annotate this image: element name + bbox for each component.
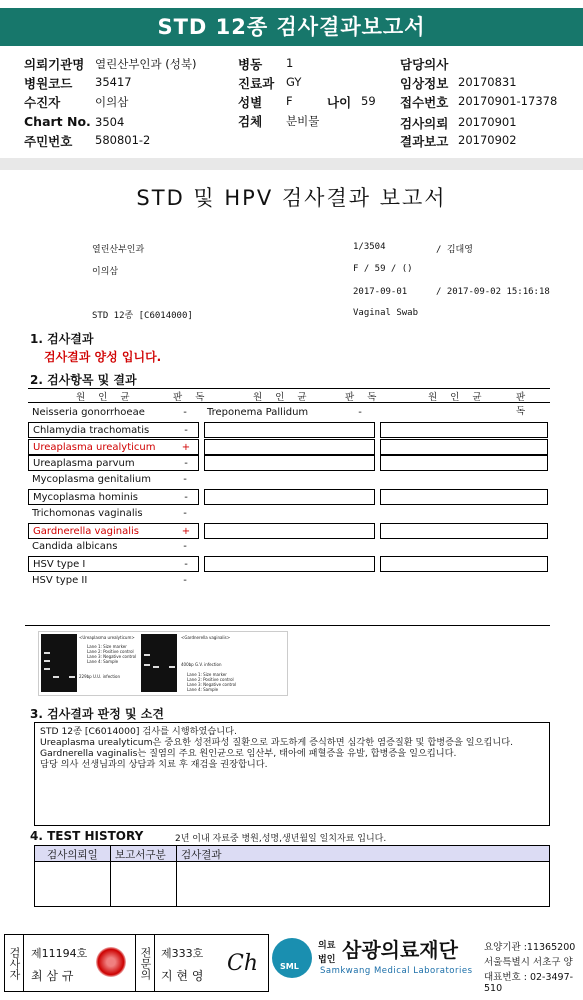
organism-name: Trichomonas vaginalis bbox=[32, 507, 143, 519]
gel-image bbox=[38, 631, 288, 696]
empty-result-cell bbox=[204, 439, 375, 455]
chart-value: 3504 bbox=[95, 115, 125, 129]
organism-row bbox=[28, 439, 199, 455]
gel-right-legend: Lane 2: Positive control bbox=[187, 677, 234, 682]
organism-result: - bbox=[183, 541, 187, 553]
org-phone: 대표번호 : 02-3497-510 bbox=[484, 972, 574, 994]
conclusion-line: Gardnerella vaginalis는 질염의 주요 원인균으로 임산부, 태아에 패혈증을 유발, 합병증을 일으킵니다. bbox=[40, 748, 457, 759]
col-org-2: 원 인 균 bbox=[253, 392, 312, 403]
print-test: STD 12종 [C6014000] bbox=[92, 311, 193, 321]
patient-label: 수진자 bbox=[24, 95, 61, 110]
clinical-label: 임상정보 bbox=[400, 76, 449, 91]
gel-left-legend: Lane 3: Negative control bbox=[87, 654, 137, 659]
empty-result-cell bbox=[380, 489, 548, 505]
band bbox=[144, 664, 150, 666]
history-col-result: 검사결과 bbox=[181, 849, 222, 861]
print-date2: / 2017-09-02 15:16:18 bbox=[436, 287, 550, 297]
organism-name: Mycoplasma genitalium bbox=[32, 474, 151, 486]
band bbox=[153, 666, 159, 668]
history-divider bbox=[110, 846, 111, 906]
id-value: 580801-2 bbox=[95, 133, 151, 147]
sex-label: 성별 bbox=[238, 95, 263, 110]
organism-row bbox=[28, 506, 199, 522]
report-title: STD 및 HPV 검사결과 보고서 bbox=[136, 186, 447, 210]
image-divider bbox=[25, 625, 550, 626]
conclusion-box bbox=[34, 722, 550, 826]
history-note: 2년 이내 자료중 병원,성명,생년월일 일치자료 입니다. bbox=[175, 834, 387, 844]
section-divider bbox=[0, 158, 583, 170]
empty-result-cell bbox=[204, 523, 375, 539]
organism-result: - bbox=[183, 407, 187, 418]
section-history-title: 4. TEST HISTORY bbox=[30, 829, 144, 843]
organism-row bbox=[28, 539, 199, 555]
footer bbox=[0, 930, 583, 1000]
org-name: 삼광의료재단 bbox=[342, 938, 458, 962]
patient-value: 이의삼 bbox=[95, 95, 129, 109]
organism-row bbox=[28, 455, 199, 471]
empty-result-cell bbox=[204, 455, 375, 471]
gel-right-title: <Gardnerella vaginalis> bbox=[181, 635, 231, 640]
band bbox=[44, 652, 50, 654]
history-table bbox=[34, 845, 550, 907]
organism-result: - bbox=[183, 575, 187, 586]
col-judge-3: 판 독 bbox=[516, 392, 531, 417]
organism-row bbox=[28, 523, 199, 539]
organism-row bbox=[28, 422, 199, 438]
history-col-type: 보고서구분 bbox=[115, 849, 166, 861]
col-judge-1: 판 독 bbox=[173, 392, 210, 403]
organism-name: HSV type II bbox=[32, 575, 88, 586]
organism-result: - bbox=[184, 492, 188, 503]
organism-row bbox=[28, 472, 199, 488]
empty-result-cell bbox=[380, 455, 548, 471]
col2-name: Treponema Pallidum bbox=[207, 407, 309, 418]
age-value: 59 bbox=[361, 94, 376, 108]
gel-right-legend: Lane 4: Sample bbox=[187, 687, 219, 692]
organism-name: Gardnerella vaginalis bbox=[33, 525, 139, 537]
code-label: 병원코드 bbox=[24, 76, 73, 91]
sml-logo: SML bbox=[280, 962, 299, 971]
organism-result: + bbox=[181, 441, 191, 453]
empty-result-cell bbox=[204, 556, 375, 572]
org-address: 서울특별시 서초구 양 bbox=[484, 957, 573, 968]
col-org-1: 원 인 균 bbox=[76, 392, 135, 403]
organism-row bbox=[28, 556, 199, 572]
result-table bbox=[28, 388, 550, 594]
band bbox=[53, 676, 59, 678]
col-org-3: 원 인 균 bbox=[428, 392, 487, 403]
gel-right-legend: Lane 1: Size marker bbox=[187, 672, 227, 677]
organism-row bbox=[28, 573, 199, 589]
organism-name: Candida albicans bbox=[32, 541, 118, 553]
history-header bbox=[35, 846, 549, 862]
signature-box bbox=[4, 934, 269, 992]
print-doctor: / 김대영 bbox=[436, 245, 473, 255]
report-header: STD 12종 검사결과보고서 bbox=[0, 8, 583, 46]
col2-result: - bbox=[358, 407, 362, 418]
org-small-2: 법인 bbox=[318, 955, 336, 965]
organism-name: HSV type I bbox=[33, 559, 86, 571]
print-chart: 1/3504 bbox=[353, 242, 386, 252]
organism-name: Ureaplasma parvum bbox=[33, 458, 135, 470]
sml-logo-icon bbox=[272, 938, 312, 978]
history-divider bbox=[176, 846, 177, 906]
organism-result: - bbox=[183, 474, 187, 486]
history-col-date: 검사의뢰일 bbox=[47, 849, 98, 861]
organism-result: - bbox=[183, 507, 187, 519]
conclusion-line: 담당 의사 선생님과의 상담과 치료 후 재검을 권장합니다. bbox=[40, 759, 268, 770]
band bbox=[44, 660, 50, 662]
empty-result-cell bbox=[204, 489, 375, 505]
org-english: Samkwang Medical Laboratories bbox=[320, 966, 473, 976]
col2-row bbox=[203, 405, 374, 421]
col-judge-2: 판 독 bbox=[345, 392, 382, 403]
receipt-value: 20170901-17378 bbox=[458, 94, 558, 108]
doctor-name: 지 현 영 bbox=[161, 969, 204, 983]
print-specimen: Vaginal Swab bbox=[353, 308, 419, 318]
organism-name: Ureaplasma urealyticum bbox=[33, 441, 156, 453]
organism-result: - bbox=[184, 424, 188, 436]
sex-value: F bbox=[286, 94, 293, 108]
empty-result-cell bbox=[380, 439, 548, 455]
print-date1: 2017-09-01 bbox=[353, 287, 408, 297]
org-code: 요양기관 :11365200 bbox=[484, 942, 576, 953]
print-sexage: F / 59 / () bbox=[353, 264, 413, 274]
specimen-value: 분비물 bbox=[286, 114, 320, 128]
band bbox=[44, 668, 50, 670]
dept-value: GY bbox=[286, 75, 302, 89]
clinical-value: 20170831 bbox=[458, 75, 517, 89]
inst-label: 의뢰기관명 bbox=[24, 57, 85, 72]
org-small-1: 의료 bbox=[318, 941, 336, 951]
request-value: 20170901 bbox=[458, 115, 517, 129]
organism-name: Chlamydia trachomatis bbox=[33, 424, 150, 436]
report-value: 20170902 bbox=[458, 133, 517, 147]
inspector-no: 제11194호 bbox=[31, 947, 88, 960]
inst-value: 열린산부인과 (성북) bbox=[95, 57, 197, 71]
organism-name: Neisseria gonorrhoeae bbox=[32, 407, 145, 418]
print-patient: 이의삼 bbox=[92, 267, 119, 277]
code-value: 35417 bbox=[95, 75, 132, 89]
section-result-title: 1. 검사결과 bbox=[30, 332, 94, 346]
gel-left-label: 229bp U.U. infection bbox=[79, 674, 121, 679]
organism-name: Mycoplasma hominis bbox=[33, 492, 138, 503]
organism-row bbox=[28, 405, 199, 421]
conclusion-line: Ureaplasma urealyticum은 중요한 성전파성 질환으로 과도하게 증식하면 심각한 염증질환 및 합병증을 일으킵니다. bbox=[40, 737, 514, 748]
empty-result-cell bbox=[204, 422, 375, 438]
gel-left-title: <Ureaplasma urealyticum> bbox=[79, 635, 135, 640]
specimen-label: 검체 bbox=[238, 114, 263, 129]
receipt-label: 접수번호 bbox=[400, 95, 449, 110]
section-items-title: 2. 검사항목 및 결과 bbox=[30, 373, 137, 387]
organism-result: + bbox=[181, 525, 191, 537]
dept-label: 진료과 bbox=[238, 76, 275, 91]
doctor-label: 담당의사 bbox=[400, 57, 449, 72]
patient-info bbox=[0, 52, 583, 152]
ward-value: 1 bbox=[286, 56, 294, 70]
doctor-no: 제333호 bbox=[161, 947, 204, 960]
gel-right bbox=[141, 634, 177, 692]
gel-left-legend: Lane 2: Positive control bbox=[87, 649, 134, 654]
id-label: 주민번호 bbox=[24, 134, 73, 149]
age-label: 나이 bbox=[327, 95, 352, 110]
gel-right-legend: Lane 3: Negative control bbox=[187, 682, 237, 687]
conclusion-line: STD 12종 [C6014000] 검사를 시행하였습니다. bbox=[40, 726, 237, 737]
chart-label: Chart No. bbox=[24, 114, 91, 129]
band bbox=[144, 654, 150, 656]
inspector-name: 최 삼 규 bbox=[31, 969, 74, 983]
doctor-label: 전문의 bbox=[135, 935, 155, 991]
request-label: 검사의뢰 bbox=[400, 116, 449, 131]
positive-message: 검사결과 양성 입니다. bbox=[44, 350, 162, 364]
band bbox=[69, 676, 75, 678]
section-conclusion-title: 3. 검사결과 판정 및 소견 bbox=[30, 707, 164, 721]
gel-left-legend: Lane 4: Sample bbox=[87, 659, 119, 664]
gel-left-legend: Lane 1: Size marker bbox=[87, 644, 127, 649]
organism-result: - bbox=[184, 458, 188, 470]
gel-left bbox=[41, 634, 77, 692]
inspector-seal bbox=[96, 947, 126, 977]
empty-result-cell bbox=[380, 422, 548, 438]
ward-label: 병동 bbox=[238, 57, 263, 72]
gel-right-label: 400bp G.V. infection bbox=[181, 662, 222, 667]
empty-result-cell bbox=[380, 523, 548, 539]
empty-result-cell bbox=[380, 556, 548, 572]
band bbox=[169, 666, 175, 668]
organism-result: - bbox=[184, 559, 188, 571]
signature: Ch bbox=[227, 951, 259, 976]
report-label: 결과보고 bbox=[400, 134, 449, 149]
print-clinic: 열린산부인과 bbox=[92, 245, 145, 255]
inspector-label: 검사자 bbox=[5, 935, 24, 991]
organism-row bbox=[28, 489, 199, 505]
